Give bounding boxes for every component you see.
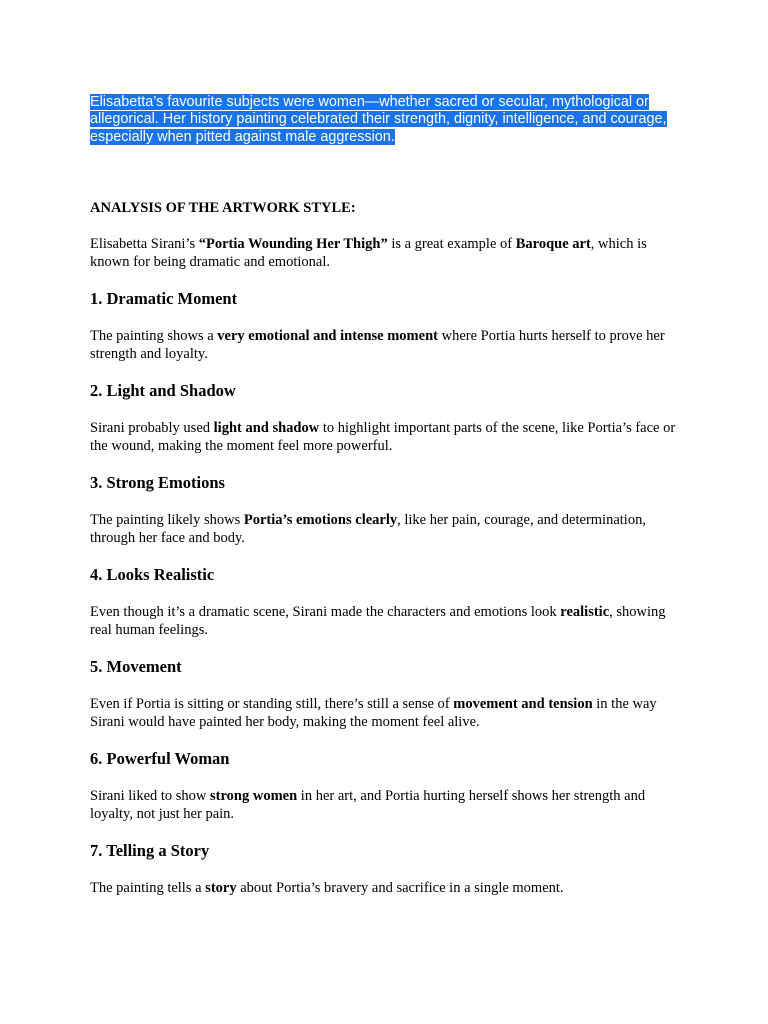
point-3-text-c: , like her pain, courage, and determination, through her face and body. bbox=[90, 512, 646, 546]
intro-text-e: , which is known for being dramatic and emotional. bbox=[90, 236, 647, 270]
point-heading-7: 7. Telling a Story bbox=[90, 841, 210, 860]
point-5-text-a: Even if Portia is sitting or standing still, there’s still a sense of bbox=[90, 696, 454, 712]
point-3-text-a: The painting likely shows bbox=[90, 512, 244, 528]
point-6-text-c: in her art, and Portia hurting herself shows her strength and loyalty, not just her pain. bbox=[90, 788, 646, 822]
point-heading-1: 1. Dramatic Moment bbox=[90, 289, 238, 308]
point-paragraph-1 bbox=[90, 327, 680, 363]
section-label: ANALYSIS OF THE ARTWORK STYLE: bbox=[90, 200, 356, 216]
point-6-text-a: Sirani liked to show bbox=[90, 788, 211, 804]
point-7-text-a: The painting tells a bbox=[90, 880, 206, 896]
point-7-bold: story bbox=[205, 880, 237, 896]
highlighted-paragraph[interactable]: Elisabetta’s favourite subjects were women—whether sacred or secular, mythological or allegorical. Her history painting celebrated their strength, dignity, intelligence, and courage, especially when pitted against male aggression. bbox=[90, 94, 667, 145]
point-2-text-a: Sirani probably used bbox=[90, 420, 214, 436]
selected-text-block[interactable] bbox=[90, 94, 680, 146]
point-paragraph-7 bbox=[90, 879, 680, 897]
point-paragraph-5 bbox=[90, 695, 680, 731]
point-paragraph-3 bbox=[90, 511, 680, 547]
point-heading-3: 3. Strong Emotions bbox=[90, 473, 225, 492]
point-5-text-c: in the way Sirani would have painted her body, making the moment feel alive. bbox=[90, 696, 657, 730]
intro-title-bold: “Portia Wounding Her Thigh” bbox=[198, 236, 388, 252]
point-paragraph-4 bbox=[90, 603, 680, 639]
point-1-bold: very emotional and intense moment bbox=[217, 328, 438, 344]
intro-text-c: is a great example of bbox=[387, 236, 516, 252]
point-heading-5: 5. Movement bbox=[90, 657, 182, 676]
point-6-bold: strong women bbox=[210, 788, 298, 804]
point-paragraph-2 bbox=[90, 419, 680, 455]
point-heading-4: 4. Looks Realistic bbox=[90, 565, 215, 584]
intro-baroque-bold: Baroque art bbox=[515, 236, 591, 252]
point-heading-6: 6. Powerful Woman bbox=[90, 749, 230, 768]
point-4-text-c: , showing real human feelings. bbox=[90, 604, 666, 638]
intro-paragraph bbox=[90, 235, 680, 271]
intro-text-a: Elisabetta Sirani’s bbox=[90, 236, 199, 252]
point-4-bold: realistic bbox=[560, 604, 610, 620]
point-1-text-a: The painting shows a bbox=[90, 328, 218, 344]
point-2-text-c: to highlight important parts of the scene, like Portia’s face or the wound, making the moment feel more powerful. bbox=[90, 420, 676, 454]
point-7-text-c: about Portia’s bravery and sacrifice in a single moment. bbox=[236, 880, 564, 896]
point-heading-2: 2. Light and Shadow bbox=[90, 381, 236, 400]
point-5-bold: movement and tension bbox=[453, 696, 593, 712]
point-2-bold: light and shadow bbox=[213, 420, 320, 436]
point-1-text-c: where Portia hurts herself to prove her strength and loyalty. bbox=[90, 328, 665, 362]
point-3-bold: Portia’s emotions clearly bbox=[243, 512, 398, 528]
point-paragraph-6 bbox=[90, 787, 680, 823]
point-4-text-a: Even though it’s a dramatic scene, Sirani made the characters and emotions look bbox=[90, 604, 561, 620]
